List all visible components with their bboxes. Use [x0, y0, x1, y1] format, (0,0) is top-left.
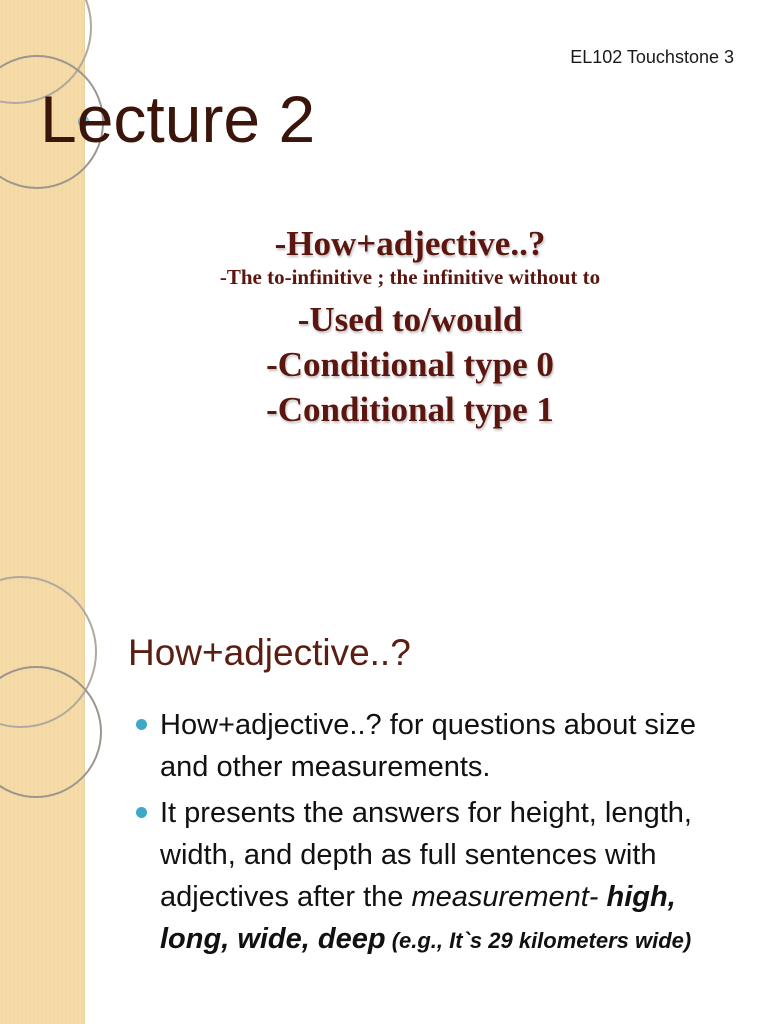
- bullet-italic-text: measurement-: [411, 881, 607, 913]
- topic-conditional-1: -Conditional type 1: [266, 390, 554, 429]
- list-item: [130, 704, 740, 788]
- slide-heading: How+adjective..?: [128, 632, 411, 673]
- bullet-example-text: (e.g., It`s 29 kilometers wide): [385, 928, 692, 953]
- bullet-bold-italic-text: high, long, wide, deep: [160, 881, 676, 955]
- topic-how-adjective: -How+adjective..?: [274, 224, 546, 263]
- topic-infinitive: -The to-infinitive ; the infinitive without to: [219, 265, 601, 289]
- slide-2: [0, 576, 768, 1024]
- course-label: EL102 Touchstone 3: [570, 47, 734, 67]
- bullet-dot-icon: [136, 807, 147, 818]
- bullet-dot-icon: [136, 719, 147, 730]
- list-item: [130, 792, 740, 962]
- page-title: Lecture 2: [40, 82, 316, 156]
- bullet-list: [130, 704, 740, 966]
- topic-used-to: -Used to/would: [297, 300, 523, 339]
- topic-list: [84, 226, 736, 437]
- topic-conditional-0: -Conditional type 0: [266, 345, 554, 384]
- bullet-text: It presents the answers for height, length, width, and depth as full sentences with adjectives after the: [160, 797, 692, 913]
- bullet-text: How+adjective..? for questions about size and other measurements.: [160, 709, 697, 783]
